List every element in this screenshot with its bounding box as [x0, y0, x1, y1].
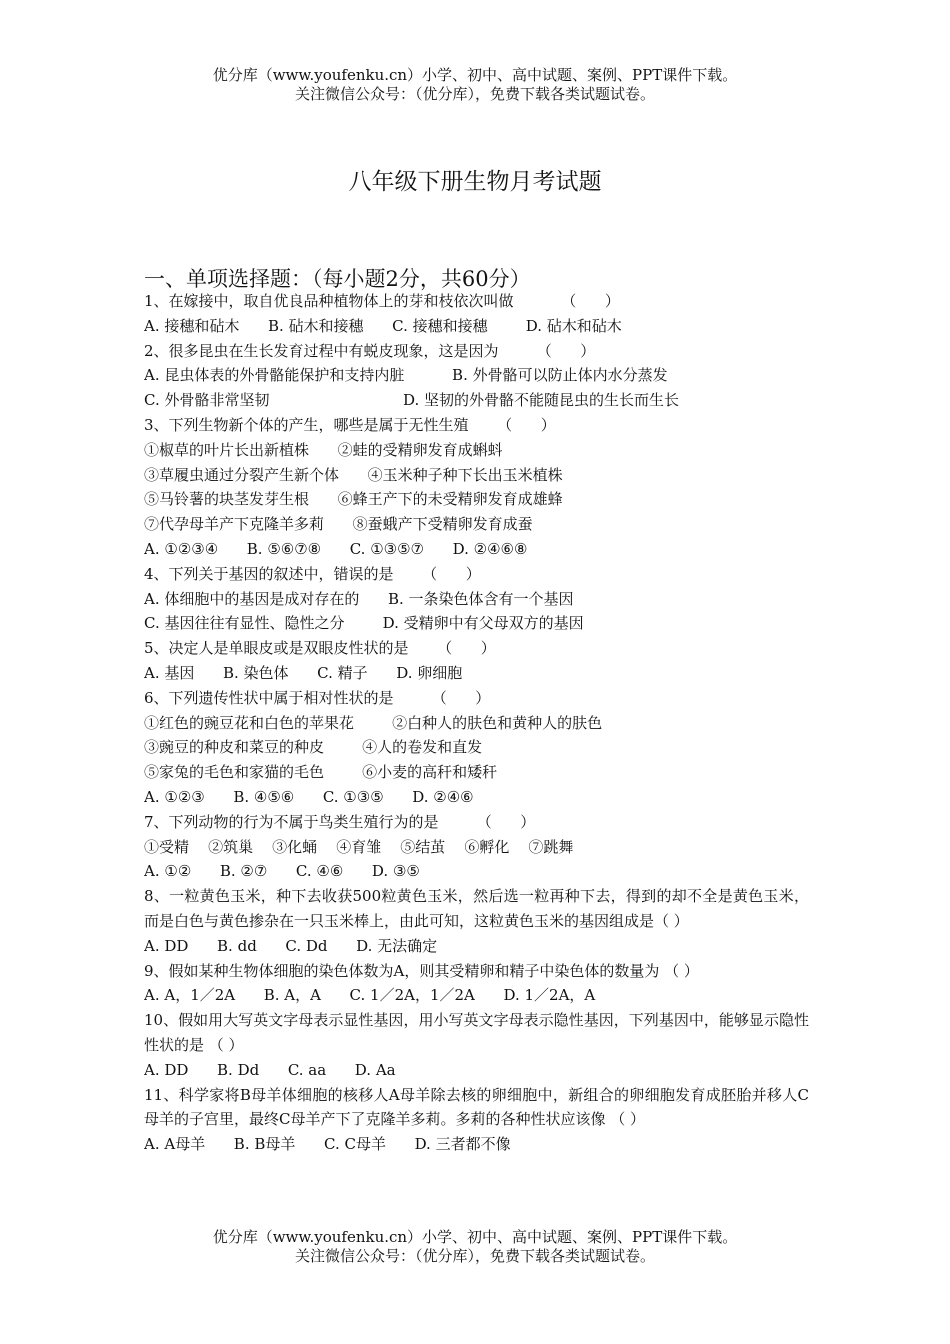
- item-line: ⑤家兔的毛色和家猫的毛色 ⑥小麦的高秆和矮秆: [144, 763, 498, 782]
- option-line: C. 外骨骼非常坚韧 D. 坚韧的外骨骼不能随昆虫的生长而生长: [144, 391, 680, 410]
- question-9: 9、假如某种生物体细胞的染色体数为A，则其受精卵和精子中染色体的数量为 （ ）: [144, 961, 699, 980]
- item-line: ③草履虫通过分裂产生新个体 ④玉米种子种下长出玉米植株: [144, 465, 563, 484]
- header-line-2: 关注微信公众号：（优分库），免费下载各类试题试卷。: [294, 85, 655, 103]
- page-title: 八年级下册生物月考试题: [348, 169, 602, 195]
- question-list: [144, 289, 809, 1157]
- option-line: A. ①② B. ②⑦ C. ④⑥ D. ③⑤: [144, 862, 420, 881]
- question-11: 11、科学家将B母羊体细胞的核移人A母羊除去核的卵细胞中，新组合的卵细胞发育成胚胎并移人C母羊的子宫里，最终C母羊产下了克隆羊多莉。多莉的各种性状应该像 （ ）: [144, 1085, 809, 1129]
- question-11-options: A. A母羊 B. B母羊 C. C母羊 D. 三者都不像: [144, 1135, 511, 1154]
- question-line: 3、下列生物新个体的产生，哪些是属于无性生殖 （ ）: [144, 415, 556, 434]
- option-line: A. ①②③④ B. ⑤⑥⑦⑧ C. ①③⑤⑦ D. ②④⑥⑧: [144, 539, 528, 558]
- question-line: 2、很多昆虫在生长发育过程中有蜕皮现象，这是因为 （ ）: [144, 341, 596, 360]
- item-line: ③豌豆的种皮和菜豆的种皮 ④人的卷发和直发: [144, 738, 483, 757]
- question-8-options: A. DD B. dd C. Dd D. 无法确定: [144, 936, 438, 955]
- header-line-1: 优分库（www.youfenku.cn）小学、初中、高中试题、案例、PPT课件下载。: [212, 66, 738, 84]
- footer-line-2: 关注微信公众号：（优分库），免费下载各类试题试卷。: [294, 1247, 655, 1265]
- option-line: A. ①②③ B. ④⑤⑥ C. ①③⑤ D. ②④⑥: [144, 787, 474, 806]
- section-heading: 一、单项选择题：（每小题2分，共60分）: [144, 267, 531, 291]
- option-line: C. 基因往往有显性、隐性之分 D. 受精卵中有父母双方的基因: [144, 614, 584, 633]
- question-9-options: A. A，1／2A B. A，A C. 1／2A，1／2A D. 1／2A，A: [144, 986, 596, 1005]
- question-8: 8、一粒黄色玉米，种下去收获500粒黄色玉米，然后选一粒再种下去，得到的却不全是黄色玉米，而是白色与黄色掺杂在一只玉米棒上，由此可知，这粒黄色玉米的基因组成是（ ）: [144, 887, 809, 930]
- footer-line-1: 优分库（www.youfenku.cn）小学、初中、高中试题、案例、PPT课件下载。: [212, 1228, 738, 1246]
- page-header: [0, 66, 950, 104]
- question-10: 10、假如用大写英文字母表示显性基因，用小写英文字母表示隐性基因，下列基因中，能够显示隐性性状的是 （ ）: [144, 1011, 809, 1054]
- question-line: 6、下列遗传性状中属于相对性状的是 （ ）: [144, 688, 491, 707]
- question-line: 7、下列动物的行为不属于鸟类生殖行为的是 （ ）: [144, 812, 536, 831]
- option-line: A. 接穗和砧木 B. 砧木和接穗 C. 接穗和接穗 D. 砧木和砧木: [144, 316, 622, 335]
- question-line: 5、决定人是单眼皮或是双眼皮性状的是 （ ）: [144, 639, 496, 658]
- item-line: ①受精 ②筑巢 ③化蛹 ④育雏 ⑤结茧 ⑥孵化 ⑦跳舞: [144, 837, 574, 856]
- question-10-options: A. DD B. Dd C. aa D. Aa: [144, 1060, 396, 1079]
- question-line: 4、下列关于基因的叙述中，错误的是 （ ）: [144, 564, 481, 583]
- page-footer: [0, 1228, 950, 1266]
- item-line: ①红色的豌豆花和白色的苹果花 ②白种人的肤色和黄种人的肤色: [144, 713, 603, 732]
- option-line: A. 体细胞中的基因是成对存在的 B. 一条染色体含有一个基因: [144, 589, 574, 608]
- question-line: 1、在嫁接中，取自优良品种植物体上的芽和枝依次叫做 （ ）: [144, 292, 620, 310]
- item-line: ①椒草的叶片长出新植株 ②蛙的受精卵发育成蝌蚪: [144, 440, 503, 459]
- item-line: ⑤马铃薯的块茎发芽生根 ⑥蜂王产下的未受精卵发育成雄蜂: [144, 490, 563, 509]
- option-line: A. 基因 B. 染色体 C. 精子 D. 卵细胞: [144, 663, 463, 682]
- option-line: A. 昆虫体表的外骨骼能保护和支持内脏 B. 外骨骼可以防止体内水分蒸发: [144, 366, 668, 385]
- item-line: ⑦代孕母羊产下克隆羊多莉 ⑧蚕蛾产下受精卵发育成蚕: [144, 515, 533, 534]
